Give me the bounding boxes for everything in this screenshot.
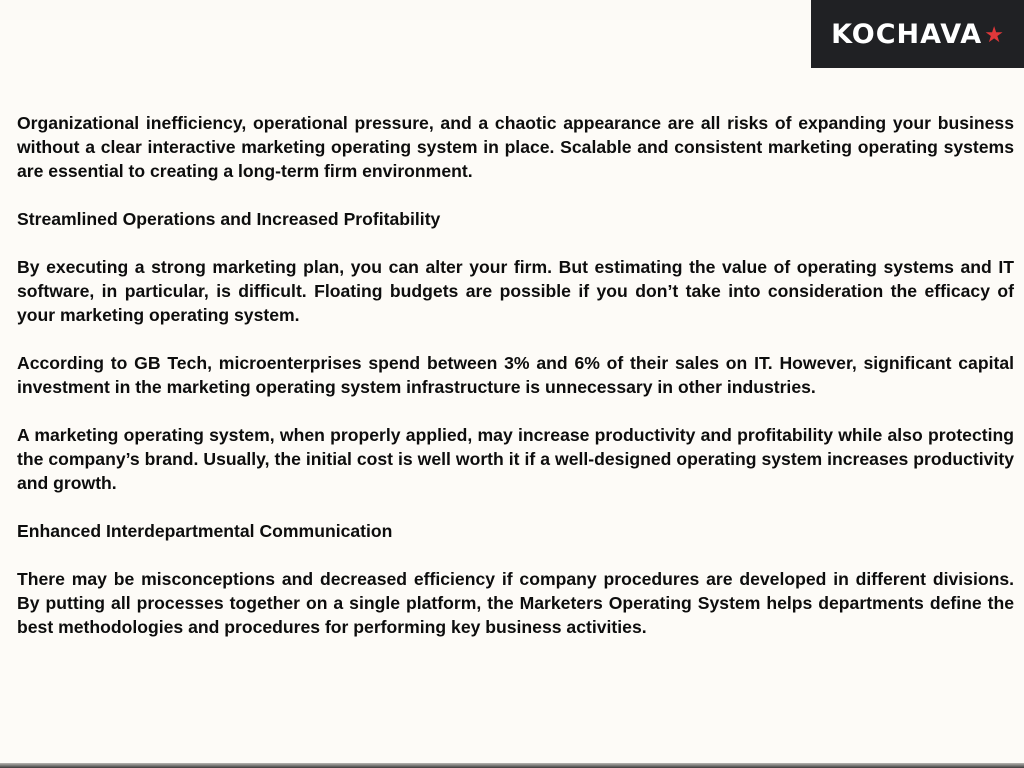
- bottom-divider: [0, 763, 1024, 768]
- paragraph-gb-tech: According to GB Tech, microenterprises spend between 3% and 6% of their sales on IT. However, significant capital investment in the marketing operating system infrastructure is unnecessary in other industries.: [17, 353, 1014, 397]
- paragraph-marketing-plan: By executing a strong marketing plan, you can alter your firm. But estimating the value of operating systems and IT software, in particular, is difficult. Floating budgets are possible if you don’t take into consideration the efficacy of your marketing operating system.: [17, 257, 1014, 325]
- kochava-logo: [811, 0, 1024, 68]
- paragraph-departments: There may be misconceptions and decreased efficiency if company procedures are developed in different divisions. By putting all processes together on a single platform, the Marketers Operating System helps departments define the best methodologies and procedures for performing key business activities.: [17, 569, 1014, 637]
- paragraph-productivity: A marketing operating system, when properly applied, may increase productivity and profitability while also protecting the company’s brand. Usually, the initial cost is well worth it if a well-designed operating system increases productivity and growth.: [17, 425, 1014, 493]
- top-band: [0, 0, 811, 20]
- section-heading-streamlined-operations: Streamlined Operations and Increased Profitability: [17, 209, 441, 229]
- section-heading-communication: Enhanced Interdepartmental Communication: [17, 521, 393, 541]
- star-icon: ★: [984, 22, 1004, 47]
- logo-text: KOCHAVA: [831, 18, 983, 50]
- article-body: [17, 111, 1014, 663]
- intro-paragraph: Organizational inefficiency, operational pressure, and a chaotic appearance are all risks of expanding your business without a clear interactive marketing operating system in place. Scalable and consistent marketing operating systems are essential to creating a long-term firm environment.: [17, 113, 1014, 181]
